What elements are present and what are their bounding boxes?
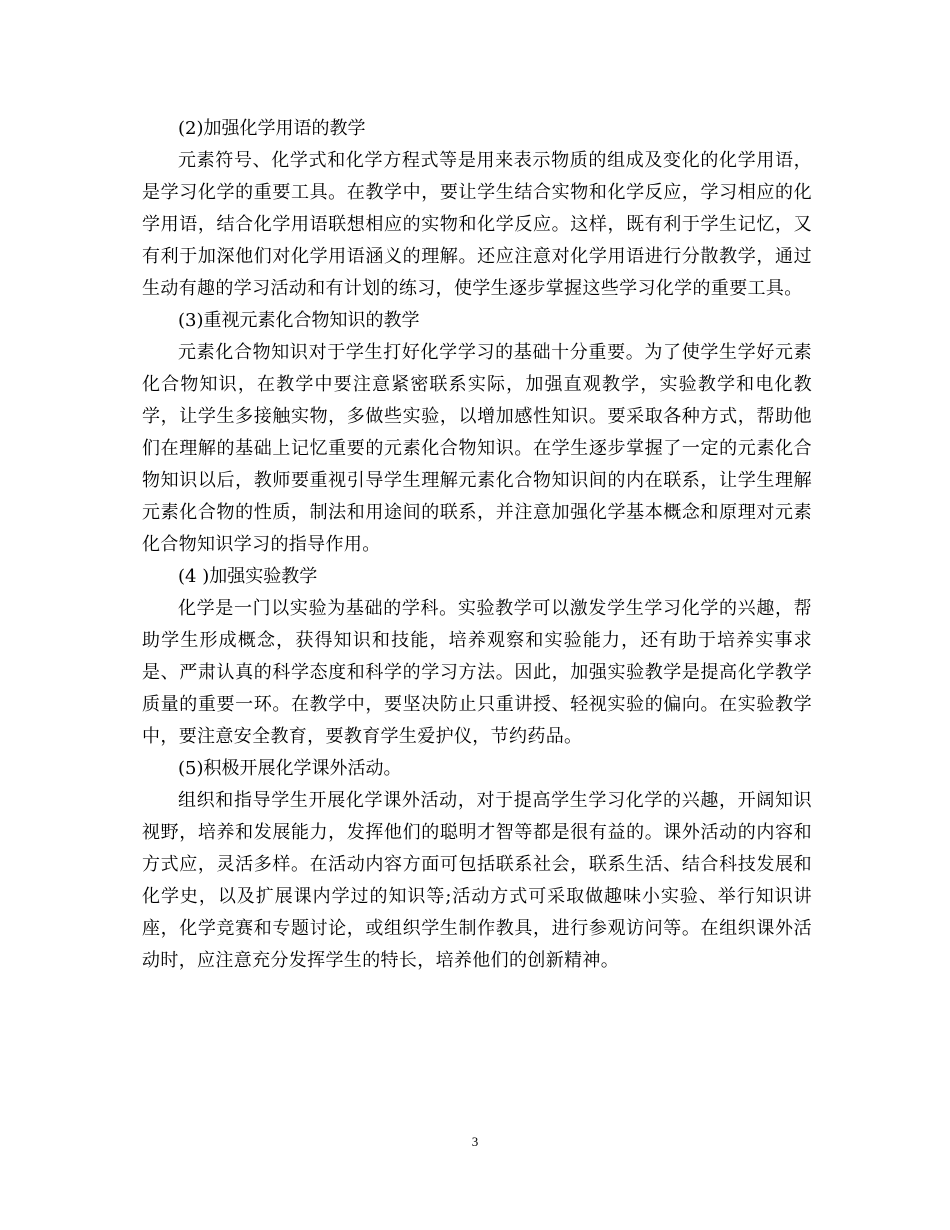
section-heading-2: (2)加强化学用语的教学 xyxy=(178,118,366,139)
section-paragraph-5: 组织和指导学生开展化学课外活动，对于提高学生学习化学的兴趣，开阔知识视野，培养和发展能力，发挥他们的聪明才智等都是很有益的。课外活动的内容和方式应，灵活多样。在活动内容方面可包括联系社会，联系生活、结合科技发展和化学史，以及扩展课内学过的知识等;活动方式可采取做趣味小实验、举行知识讲座，化学竞赛和专题讨论，或组织学生制作教具，进行参观访问等。在组织课外活动时，应注意充分发挥学生的特长，培养他们的创新精神。 xyxy=(142,790,812,971)
section-heading-3: (3)重视元素化合物知识的教学 xyxy=(178,310,420,331)
section-heading-5: (5)积极开展化学课外活动。 xyxy=(178,758,402,779)
section-heading-4: (4 )加强实验教学 xyxy=(178,566,318,587)
document-body xyxy=(142,113,812,977)
section-paragraph-3: 元素化合物知识对于学生打好化学学习的基础十分重要。为了使学生学好元素化合物知识，在教学中要注意紧密联系实际，加强直观教学，实验教学和电化教学，让学生多接触实物，多做些实验，以增加感性知识。要采取各种方式，帮助他们在理解的基础上记忆重要的元素化合物知识。在学生逐步掌握了一定的元素化合物知识以后，教师要重视引导学生理解元素化合物知识间的内在联系，让学生理解元素化合物的性质，制法和用途间的联系，并注意加强化学基本概念和原理对元素化合物知识学习的指导作用。 xyxy=(142,342,812,555)
page-number: 3 xyxy=(471,1134,479,1149)
section-paragraph-4: 化学是一门以实验为基础的学科。实验教学可以激发学生学习化学的兴趣，帮助学生形成概念，获得知识和技能，培养观察和实验能力，还有助于培养实事求是、严肃认真的科学态度和科学的学习方法。因此，加强实验教学是提高化学教学质量的重要一环。在教学中，要坚决防止只重讲授、轻视实验的偏向。在实验教学中，要注意安全教育，要教育学生爱护仪，节约药品。 xyxy=(142,598,812,747)
section-paragraph-2: 元素符号、化学式和化学方程式等是用来表示物质的组成及变化的化学用语，是学习化学的重要工具。在教学中，要让学生结合实物和化学反应，学习相应的化学用语，结合化学用语联想相应的实物和化学反应。这样，既有利于学生记忆，又有利于加深他们对化学用语涵义的理解。还应注意对化学用语进行分散教学，通过生动有趣的学习活动和有计划的练习，使学生逐步掌握这些学习化学的重要工具。 xyxy=(142,150,812,299)
